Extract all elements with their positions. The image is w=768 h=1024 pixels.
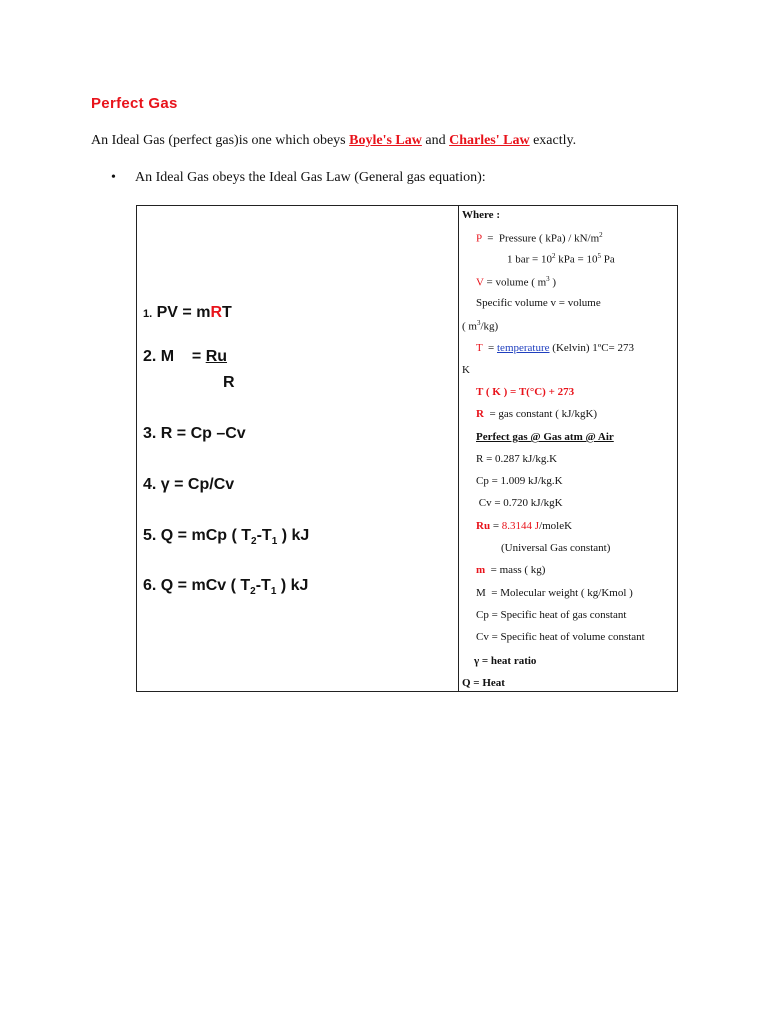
equation-5-post: ) kJ xyxy=(277,527,310,544)
equation-5-pre: 5. Q = mCp ( T xyxy=(143,527,252,544)
temperature-rest: (Kelvin) 1ºC= 273 xyxy=(549,342,634,354)
equation-6 xyxy=(143,577,308,597)
equation-1-number: 1. xyxy=(143,308,153,320)
boyles-law-link[interactable]: Boyle's Law xyxy=(349,133,422,148)
kelvin-formula: T ( K ) = T(°C) + 273 xyxy=(476,386,575,398)
molecular-weight-definition: M = Molecular weight ( kg/Kmol ) xyxy=(476,587,633,599)
bullet-marker: • xyxy=(111,170,116,185)
equation-1-lhs: PV = m xyxy=(152,304,211,321)
gas-constant-symbol: R xyxy=(476,408,484,420)
charles-law-link[interactable]: Charles' Law xyxy=(449,133,530,148)
mass-symbol: m xyxy=(476,564,486,576)
ru-symbol: Ru xyxy=(476,520,491,532)
equation-6-pre: 6. Q = mCv ( T xyxy=(143,577,251,594)
cp-description: Cp = Specific heat of gas constant xyxy=(476,609,627,621)
air-header: Perfect gas @ Gas atm @ Air xyxy=(476,431,614,443)
equation-6-sub1: 1 xyxy=(270,586,277,598)
equation-5 xyxy=(143,527,309,547)
bullet-text: An Ideal Gas obeys the Ideal Gas Law (General gas equation): xyxy=(135,170,486,185)
sv-unit-sup: 3 xyxy=(476,319,481,327)
cv-description: Cv = Specific heat of volume constant xyxy=(476,631,645,643)
equation-6-mid: -T xyxy=(255,577,271,594)
bar-a: 1 bar = 10 xyxy=(507,253,552,266)
pressure-text: = Pressure ( kPa) / kN/m xyxy=(481,232,600,245)
pressure-definition xyxy=(476,231,603,245)
equation-1-r: R xyxy=(210,304,222,321)
page-title: Perfect Gas xyxy=(91,95,178,112)
equation-1 xyxy=(143,304,232,322)
ru-value: 8.3144 J xyxy=(501,520,540,532)
pressure-symbol: P xyxy=(476,232,482,245)
temperature-definition xyxy=(476,342,634,354)
bar-sup2: 5 xyxy=(597,252,601,260)
bar-b: kPa = 10 xyxy=(555,253,598,266)
gas-constant-definition xyxy=(476,408,597,420)
volume-symbol: V xyxy=(476,276,484,289)
bar-sup1: 2 xyxy=(552,252,556,260)
intro-paragraph xyxy=(91,133,576,149)
equation-5-sub1: 1 xyxy=(271,536,278,548)
equation-6-post: ) kJ xyxy=(276,577,309,594)
intro-text-after: exactly. xyxy=(529,133,577,148)
ru-eq: = xyxy=(490,520,502,532)
equation-5-mid: -T xyxy=(256,527,272,544)
air-cv-value: Cv = 0.720 kJ/kgK xyxy=(476,497,563,509)
equation-2-numerator: Ru xyxy=(205,348,228,365)
equation-6-sub2: 2 xyxy=(250,586,256,598)
mass-definition xyxy=(476,564,545,576)
ru-unit: /moleK xyxy=(539,520,573,532)
temperature-eq: = xyxy=(482,342,497,354)
volume-sup: 3 xyxy=(546,275,550,283)
volume-close: ) xyxy=(549,276,557,289)
sv-unit-a: ( m xyxy=(462,320,477,333)
equation-3: 3. R = Cp –Cv xyxy=(143,425,246,442)
equation-2-denominator: R xyxy=(223,374,235,391)
universal-gas-constant xyxy=(476,520,572,532)
formula-table xyxy=(136,205,678,692)
intro-text-and: and xyxy=(421,133,450,148)
where-label: Where : xyxy=(462,209,500,221)
specific-volume-text: Specific volume v = volume xyxy=(476,297,601,309)
temperature-link[interactable]: temperature xyxy=(497,342,550,354)
pressure-sup: 2 xyxy=(599,231,603,239)
heat-definition: Q = Heat xyxy=(462,677,505,689)
volume-text: = volume ( m xyxy=(483,276,547,289)
universal-gas-constant-desc: (Universal Gas constant) xyxy=(501,542,611,554)
gas-constant-text: = gas constant ( kJ/kgK) xyxy=(483,408,598,420)
equation-2-pre: 2. M = xyxy=(143,348,206,365)
table-divider xyxy=(458,206,459,691)
equation-5-sub2: 2 xyxy=(251,536,257,548)
equation-1-t: T xyxy=(222,304,232,321)
sv-unit-b: /kg) xyxy=(480,320,499,333)
volume-definition xyxy=(476,275,556,289)
bar-c: Pa xyxy=(600,253,615,266)
bar-conversion xyxy=(507,252,615,266)
equation-2 xyxy=(143,348,227,366)
mass-text: = mass ( kg) xyxy=(485,564,546,576)
air-r-value: R = 0.287 kJ/kg.K xyxy=(476,453,558,465)
air-cp-value: Cp = 1.009 kJ/kg.K xyxy=(476,475,563,487)
intro-text-before: An Ideal Gas (perfect gas)is one which obeys xyxy=(91,133,350,148)
temperature-symbol: T xyxy=(476,342,483,354)
gamma-definition: γ = heat ratio xyxy=(474,655,537,667)
equation-4: 4. γ = Cp/Cv xyxy=(143,476,235,493)
temperature-k: K xyxy=(462,364,470,376)
specific-volume-unit xyxy=(462,319,498,333)
